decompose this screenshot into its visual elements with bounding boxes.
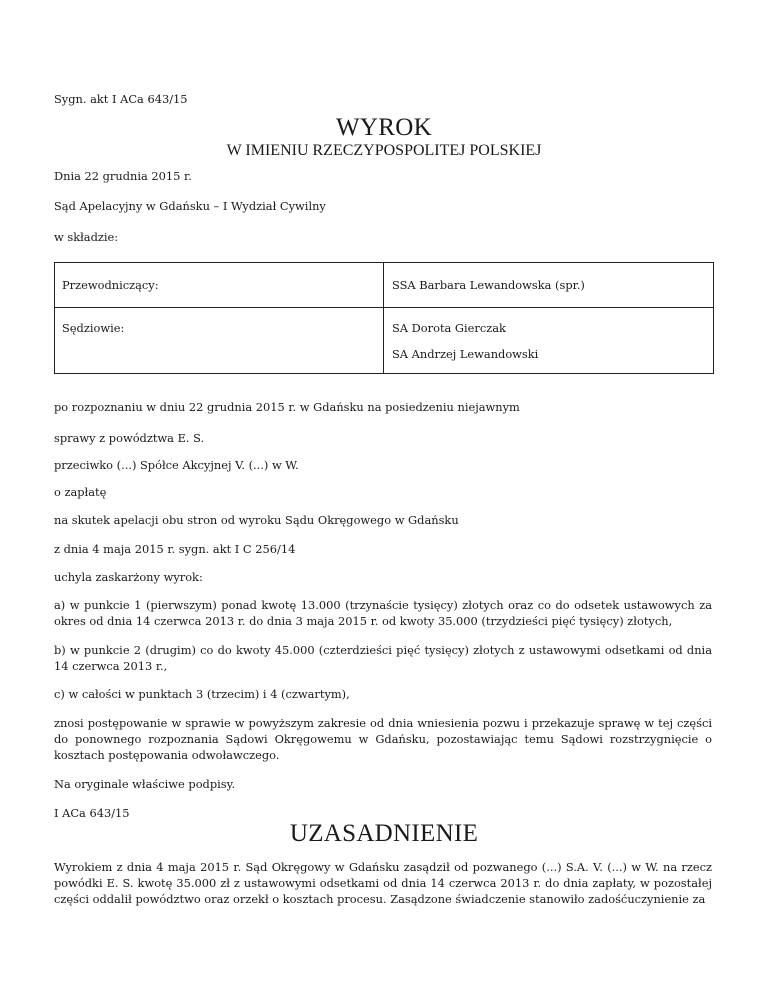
table-column-divider	[383, 263, 384, 373]
proceedings-line: sprawy z powództwa E. S.	[54, 431, 205, 445]
presiding-name: SSA Barbara Lewandowska (spr.)	[392, 278, 585, 292]
justification-case-number: I ACa 643/15	[54, 806, 130, 820]
table-row-divider	[55, 307, 713, 308]
verdict-title: WYROK	[336, 114, 432, 141]
signatures-note: Na oryginale właściwe podpisy.	[54, 777, 236, 791]
proceedings-line: z dnia 4 maja 2015 r. sygn. akt I C 256/14	[54, 542, 296, 556]
case-number: Sygn. akt I ACa 643/15	[54, 92, 188, 106]
justification-heading: UZASADNIENIE	[289, 820, 479, 847]
proceedings-line: po rozpoznaniu w dniu 22 grudnia 2015 r. w Gdańsku na posiedzeniu niejawnym	[54, 400, 520, 414]
justification-paragraph: Wyrokiem z dnia 4 maja 2015 r. Sąd Okręgowy w Gdańsku zasądził od pozwanego (...) S.A. V. (...) w W. na rzecz powódki E. S. kwotę 35.000 zł z ustawowymi odsetkami od dnia 14 czerwca 2013 r. do dnia zapłaty, w pozostałej części oddalił powództwo oraz orzekł o kosztach procesu. Zasądzone świadczenie stanowiło zadośćuczynienie za	[54, 860, 712, 906]
judge-name: SA Andrzej Lewandowski	[392, 347, 539, 361]
court-name: Sąd Apelacyjny w Gdańsku – I Wydział Cywilny	[54, 199, 326, 213]
judge-name: SA Dorota Gierczak	[392, 321, 506, 335]
remand-paragraph: znosi postępowanie w sprawie w powyższym zakresie od dnia wniesienia pozwu i przekazuje sprawę w tej części do ponownego rozpoznania Sądowi Okręgowemu w Gdańsku, pozostawiając temu Sądowi rozstrzygnięcie o kosztach postępowania odwoławczego.	[54, 716, 712, 762]
verdict-date: Dnia 22 grudnia 2015 r.	[54, 169, 192, 183]
proceedings-line: o zapłatę	[54, 485, 107, 499]
judges-label: Sędziowie:	[62, 321, 125, 335]
presiding-label: Przewodniczący:	[62, 278, 159, 292]
verdict-subtitle: W IMIENIU RZECZYPOSPOLITEJ POLSKIEJ	[226, 142, 542, 159]
composition-label: w składzie:	[54, 230, 119, 244]
ruling-item-a: a) w punkcie 1 (pierwszym) ponad kwotę 13.000 (trzynaście tysięcy) złotych oraz co do odsetek ustawowych za okres od dnia 14 czerwca 2013 r. do dnia 3 maja 2015 r. od kwoty 35.000 (trzydzieści pięć tysięcy) złotych,	[54, 598, 712, 628]
ruling-item-b: b) w punkcie 2 (drugim) co do kwoty 45.000 (czterdzieści pięć tysięcy) złotych z ustawowymi odsetkami od dnia 14 czerwca 2013 r.,	[54, 643, 712, 673]
proceedings-line: przeciwko (...) Spółce Akcyjnej V. (...) w W.	[54, 458, 299, 472]
bench-table	[54, 262, 714, 374]
proceedings-line: uchyla zaskarżony wyrok:	[54, 570, 203, 584]
ruling-item-c: c) w całości w punktach 3 (trzecim) i 4 (czwartym),	[54, 687, 350, 701]
proceedings-line: na skutek apelacji obu stron od wyroku Sądu Okręgowego w Gdańsku	[54, 513, 459, 527]
